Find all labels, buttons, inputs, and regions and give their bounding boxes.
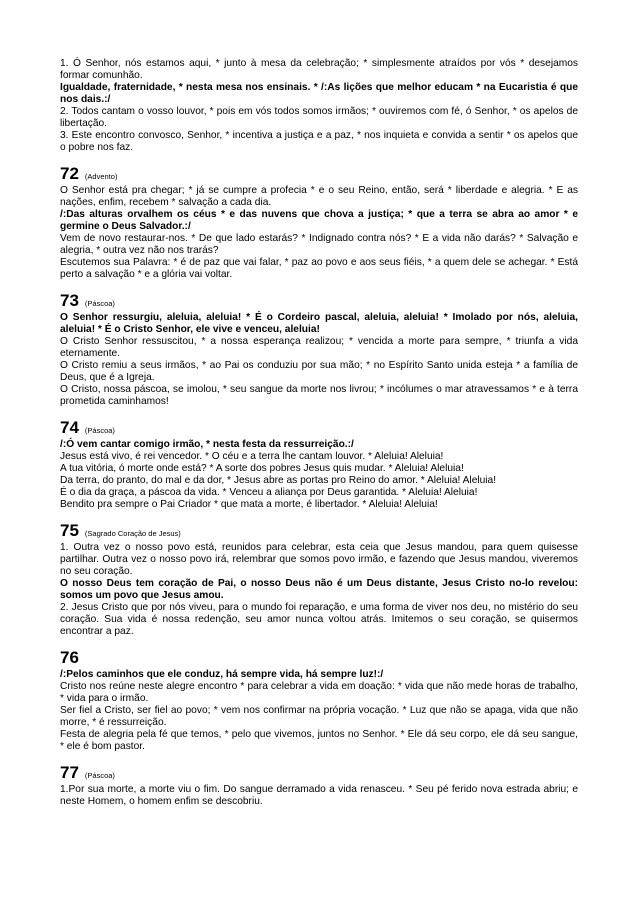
intro-stanzas bbox=[60, 58, 578, 154]
verse-line: É o dia da graça, a páscoa da vida. * Venceu a aliança por Deus garantida. * Aleluia! Aleluia! bbox=[60, 487, 478, 498]
hymn-header bbox=[60, 292, 578, 310]
refrain-line: O Senhor ressurgiu, aleluia, aleluia! * É o Cordeiro pascal, aleluia, aleluia! * Imolado por nós, aleluia, aleluia! * É o Cristo Senhor, ele vive e venceu, aleluia! bbox=[60, 312, 578, 335]
hymn-header bbox=[60, 522, 578, 540]
hymn-occasion: (Páscoa) bbox=[84, 426, 115, 435]
hymn-occasion: (Páscoa) bbox=[84, 771, 115, 780]
refrain-line: Igualdade, fraternidade, * nesta mesa nos ensinais. * /:As lições que melhor educam * na Eucaristia é que nos dais.:/ bbox=[60, 82, 578, 105]
verse-line: Da terra, do pranto, do mal e da dor, * Jesus abre as portas pro Reino do amor. * Aleluia! Aleluia! bbox=[60, 475, 497, 486]
hymn-73 bbox=[60, 292, 578, 408]
hymn-77 bbox=[60, 764, 578, 808]
verse-line: 1. Ó Senhor, nós estamos aqui, * junto à mesa da celebração; * simplesmente atraídos por vós * desejamos formar comunhão. bbox=[60, 58, 578, 81]
hymn-number: 77 bbox=[60, 763, 79, 782]
hymn-occasion: (Sagrado Coração de Jesus) bbox=[84, 529, 181, 538]
hymn-76 bbox=[60, 649, 578, 753]
refrain-line: /:Pelos caminhos que ele conduz, há sempre vida, há sempre luz!:/ bbox=[60, 669, 384, 680]
hymn-occasion: (Advento) bbox=[84, 172, 118, 181]
verse-line: O Cristo remiu a seus irmãos, * ao Pai os conduziu por sua mão; * no Espírito Santo unida esteja * a família de Deus, que é a Igreja. bbox=[60, 360, 578, 383]
verse-line: A tua vitória, ó morte onde está? * A sorte dos pobres Jesus quis mudar. * Aleluia! Aleluia! bbox=[60, 463, 464, 474]
verse-line: 1. Outra vez o nosso povo está, reunidos para celebrar, esta ceia que Jesus mandou, para quem quisesse partilhar. Outra vez o nosso povo irá, relembrar que somos povo irmão, e fazendo que Jesus mandou, viveremos no seu coração. bbox=[60, 542, 578, 577]
hymn-number: 75 bbox=[60, 521, 79, 540]
verse-line: O Senhor está pra chegar; * já se cumpre a profecia * e o seu Reino, então, será * liberdade e alegria. * E as nações, enfim, recebem * salvação a cada dia. bbox=[60, 185, 578, 208]
hymn-occasion: (Páscoa) bbox=[84, 299, 115, 308]
hymn-header bbox=[60, 764, 578, 782]
verse-line: 2. Todos cantam o vosso louvor, * pois em vós todos somos irmãos; * ouviremos com fé, ó Senhor, * os apelos de libertação. bbox=[60, 106, 578, 129]
hymn-number: 72 bbox=[60, 164, 79, 183]
verse-line: O Cristo Senhor ressuscitou, * a nossa esperança realizou; * vencida a morte para sempre, * triunfa a vida eternamente. bbox=[60, 336, 578, 359]
verse-line: Festa de alegria pela fé que temos, * pelo que vivemos, juntos no Senhor. * Ele dá seu corpo, ele dá seu sangue, * ele é bom pastor. bbox=[60, 729, 578, 752]
verse-line: Vem de novo restaurar-nos. * De que lado estarás? * Indignado contra nós? * E a vida não darás? * Salvação e alegria, * outra vez não nos trarás? bbox=[60, 233, 578, 256]
verse-line: Jesus está vivo, é rei vencedor. * O céu e a terra lhe cantam louvor. * Aleluia! Aleluia! bbox=[60, 451, 444, 462]
hymn-number: 76 bbox=[60, 648, 79, 667]
verse-line: 3. Este encontro convosco, Senhor, * incentiva a justiça e a paz, * nos inquieta e convida a sentir * os apelos que o pobre nos faz. bbox=[60, 130, 578, 153]
hymn-header bbox=[60, 649, 578, 667]
document-page bbox=[60, 58, 578, 808]
verse-line: Bendito pra sempre o Pai Criador * que mata a morte, é libertador. * Aleluia! Aleluia! bbox=[60, 499, 438, 510]
hymn-header bbox=[60, 419, 578, 437]
hymn-number: 74 bbox=[60, 418, 79, 437]
verse-line: 1.Por sua morte, a morte viu o fim. Do sangue derramado a vida renasceu. * Seu pé ferido nova estrada abriu; e neste Homem, o homem enfim se descobriu. bbox=[60, 784, 578, 807]
hymn-number: 73 bbox=[60, 291, 79, 310]
verse-line: Escutemos sua Palavra: * é de paz que vai falar, * paz ao povo e aos seus fiéis, * a quem dele se achegar. * Está perto a salvação * e a glória vai voltar. bbox=[60, 257, 578, 280]
refrain-line: /:Ó vem cantar comigo irmão, * nesta festa da ressurreição.:/ bbox=[60, 439, 354, 450]
hymn-74 bbox=[60, 419, 578, 511]
hymn-list bbox=[60, 165, 578, 808]
refrain-line: O nosso Deus tem coração de Pai, o nosso Deus não é um Deus distante, Jesus Cristo no-lo revelou: somos um povo que Jesus amou. bbox=[60, 578, 578, 601]
hymn-header bbox=[60, 165, 578, 183]
verse-line: 2. Jesus Cristo que por nós viveu, para o mundo foi reparação, e uma forma de viver nos deu, no mistério do seu coração. Sua vida é nossa redenção, seu amor nunca voltou atrás. Imitemos o seu coração, se quisermos encontrar a paz. bbox=[60, 602, 578, 637]
refrain-line: /:Das alturas orvalhem os céus * e das nuvens que chova a justiça; * que a terra se abra ao amor * e germine o Deus Salvador.:/ bbox=[60, 209, 578, 232]
hymn-75 bbox=[60, 522, 578, 638]
verse-line: Ser fiel a Cristo, ser fiel ao povo; * vem nos confirmar na própria vocação. * Luz que não se apaga, vida que não morre, * é ressurreição. bbox=[60, 705, 578, 728]
verse-line: O Cristo, nossa páscoa, se imolou, * seu sangue da morte nos livrou; * incólumes o mar atravessamos * e à terra prometida caminhamos! bbox=[60, 384, 578, 407]
verse-line: Cristo nos reúne neste alegre encontro * para celebrar a vida em doação: * vida que não mede horas de trabalho, * vida para o irmão. bbox=[60, 681, 578, 704]
hymn-72 bbox=[60, 165, 578, 281]
